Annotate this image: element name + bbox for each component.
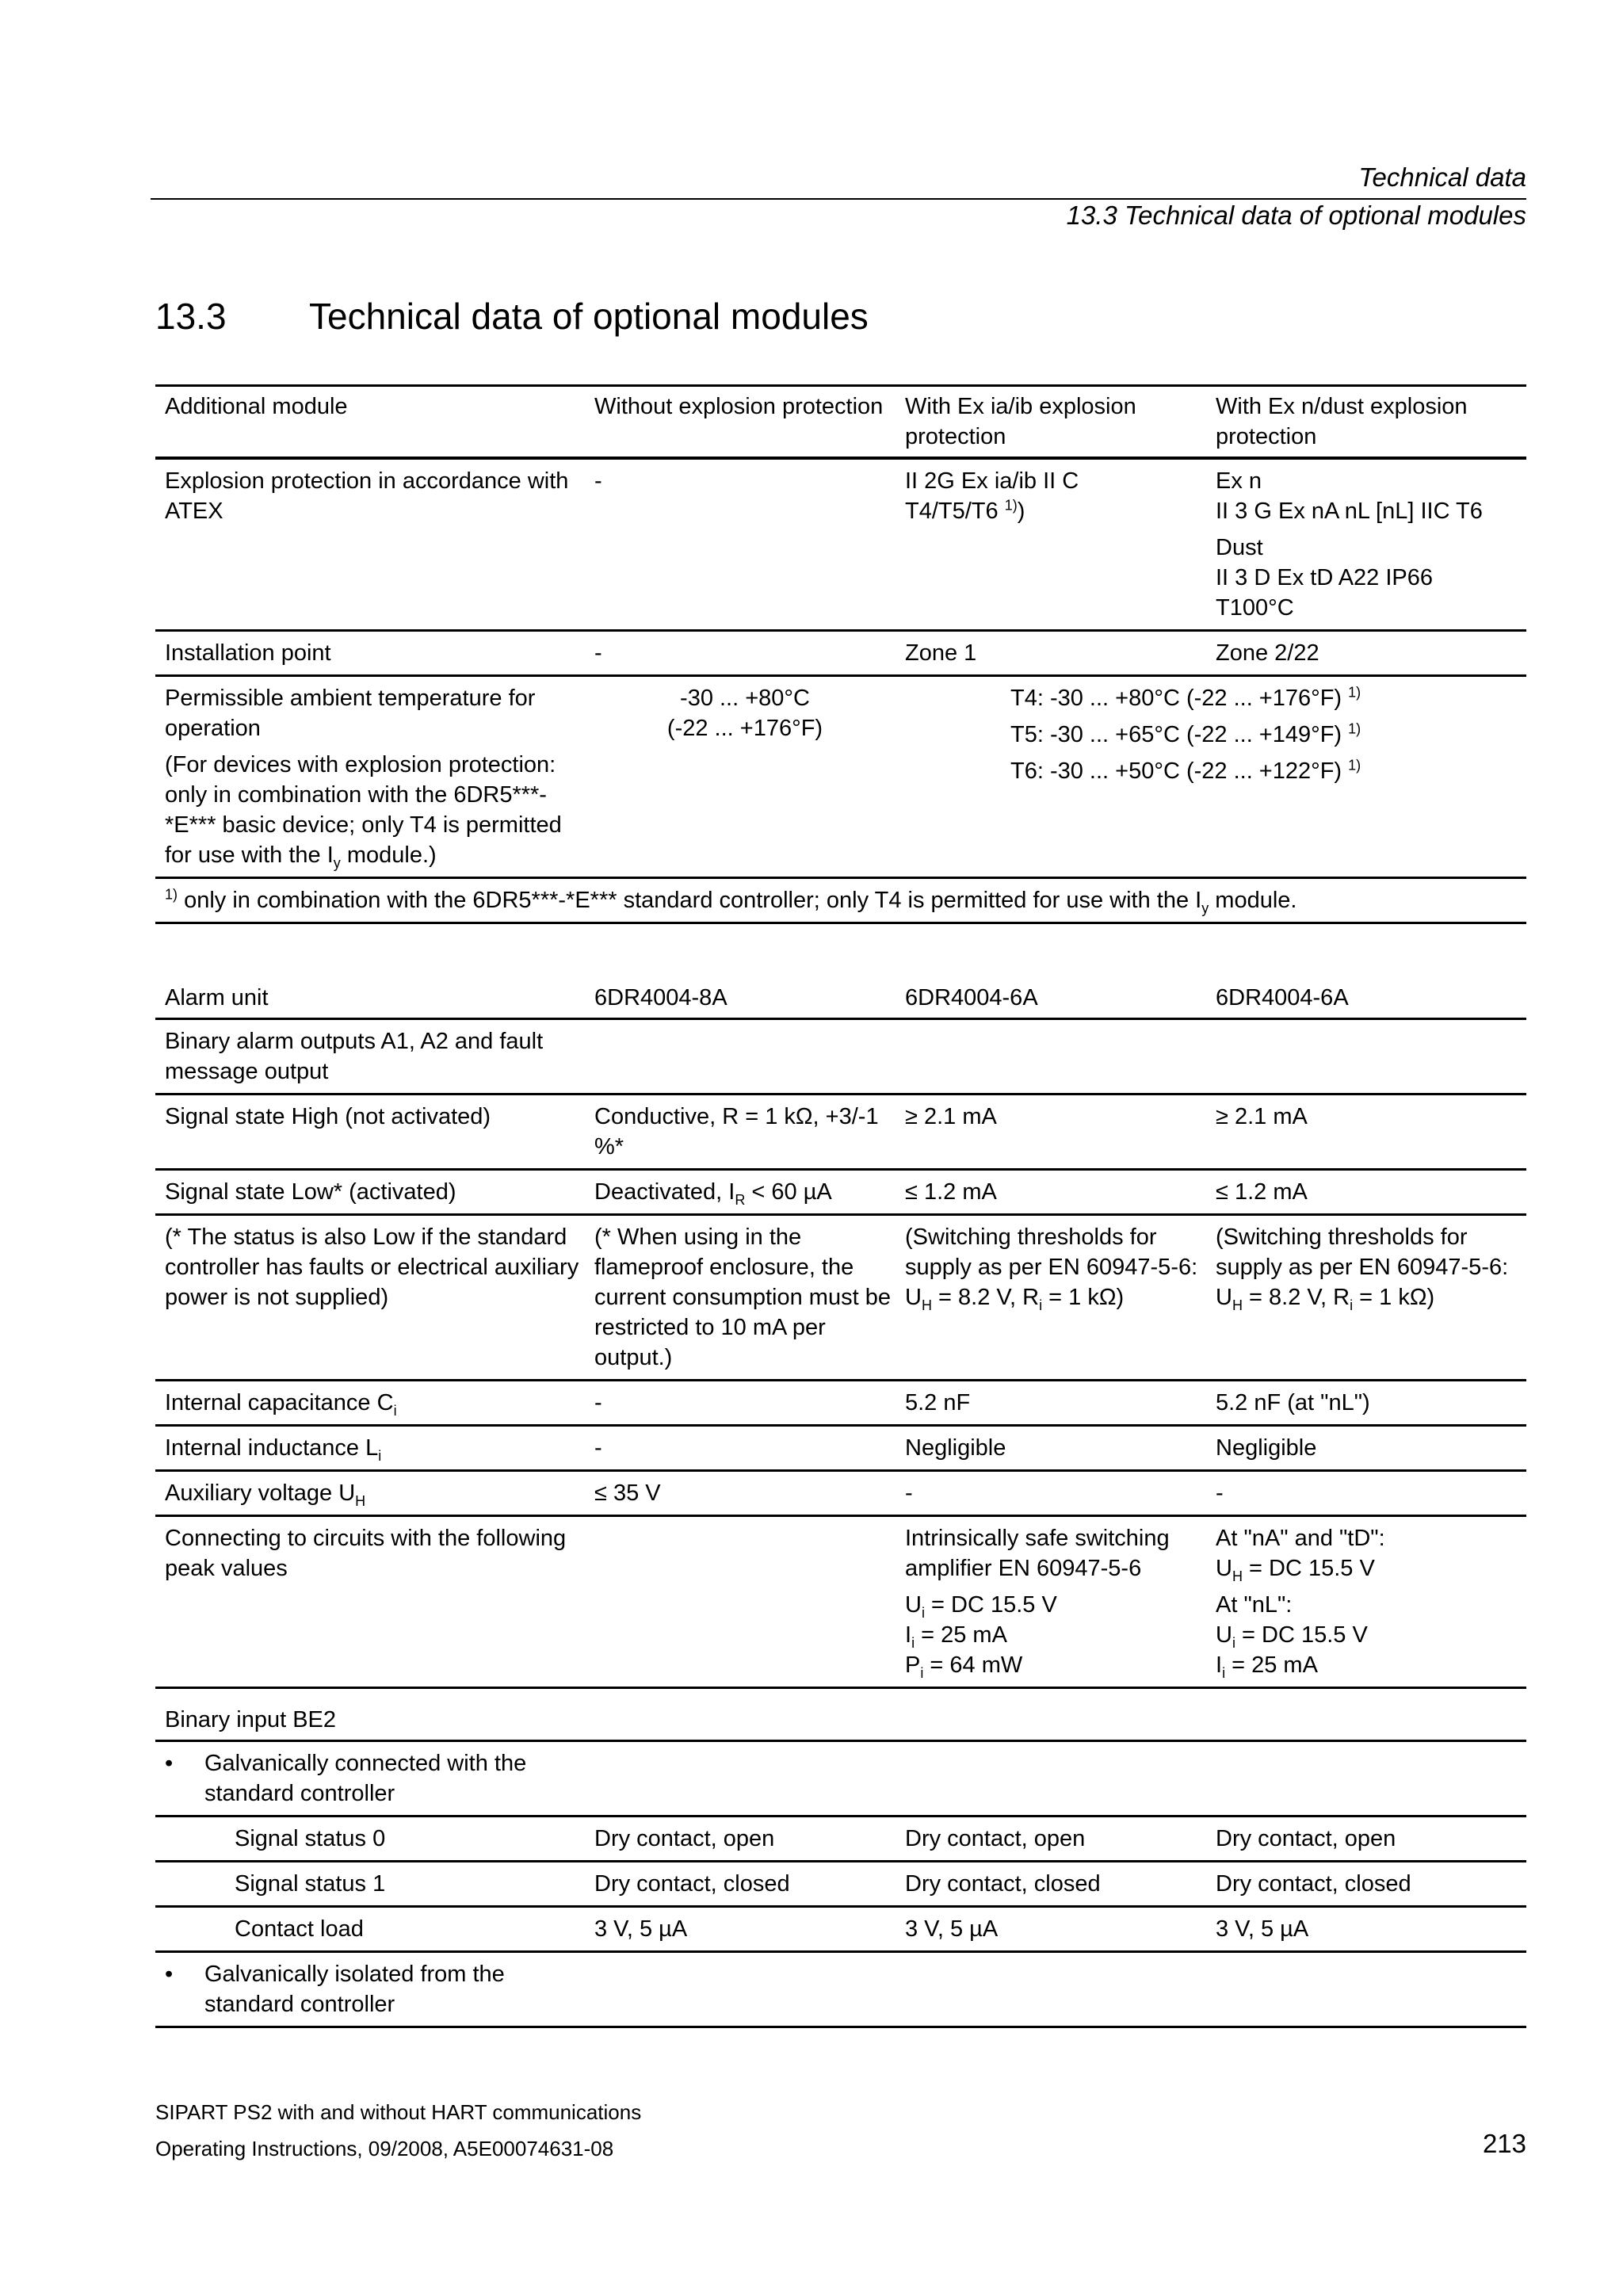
cell: 5.2 nF (at "nL") [1206,1381,1526,1426]
cell-text: U [1216,1622,1232,1648]
footnote-ref: 1) [1004,497,1018,514]
cell-line: Intrinsically safe switching amplifier EN 60947-5-6 [905,1526,1170,1581]
cell [585,1019,896,1095]
row-label [155,1381,585,1426]
bullet-icon: • [165,1751,174,1776]
bullet-text: Galvanically connected with the standard controller [204,1751,527,1806]
cell-text: (For devices with explosion protection: only in combination with the 6DR5***-*E*** basic device; only T4 is permitted for use with the I [165,752,562,868]
table-row [155,1426,1526,1471]
row-label: Binary alarm outputs A1, A2 and fault message output [155,1019,585,1095]
cell-line: Dust [1216,535,1263,560]
running-header-chapter: Technical data [1358,162,1526,192]
table-row [155,1170,1526,1215]
subscript: i [1222,1664,1226,1681]
cell: Dry contact, open [585,1817,896,1862]
footnote-ref: 1) [1348,684,1361,701]
subscript: i [921,1604,925,1621]
footer-product: SIPART PS2 with and without HART communications [155,2100,642,2124]
cell-text: Deactivated, I [594,1179,735,1205]
cell-text: = 1 kΩ) [1353,1285,1435,1310]
cell-line: II 3 G Ex nA nL [nL] IIC T6 [1216,499,1483,524]
cell-line [905,1590,1206,1620]
subscript: H [1232,1568,1243,1584]
cell-text: T4: -30 ... +80°C (-22 ... +176°F) [1010,686,1349,711]
cell [896,1952,1206,2027]
table-row [155,1907,1526,1952]
cell-line [905,1620,1206,1650]
cell-text: = 64 mW [923,1652,1023,1678]
subscript: i [393,1402,397,1419]
cell-line [1010,756,1526,786]
cell-text: U [905,1592,922,1618]
subscript: i [1232,1634,1235,1651]
cell-line [905,1282,1206,1312]
cell-text: U [1216,1556,1232,1581]
subscript: H [355,1492,366,1509]
footnote-ref: 1) [1348,720,1361,737]
cell-line [1216,1282,1526,1312]
cell-line: Permissible ambient temperature for operation [165,686,536,741]
cell: Dry contact, open [896,1817,1206,1862]
cell-text: = 1 kΩ) [1042,1285,1125,1310]
section-title: Technical data of optional modules [309,296,869,337]
cell-text: < 60 µA [745,1179,832,1205]
row-label: Signal state Low* (activated) [155,1170,585,1215]
cell-line: II 2G Ex ia/ib II C [905,468,1079,494]
row-label: Explosion protection in accordance with ATEX [155,458,585,631]
cell-text: module.) [340,842,437,868]
cell [585,1741,896,1817]
cell: Dry contact, closed [1206,1862,1526,1907]
cell-text: I [1216,1652,1223,1678]
table-title: Binary input BE2 [155,1700,1526,1741]
subscript: i [911,1634,915,1651]
cell-text: P [905,1652,921,1678]
cell: ≤ 35 V [585,1471,896,1516]
cell: 3 V, 5 µA [896,1907,1206,1952]
cell [896,1019,1206,1095]
cell [896,1516,1206,1688]
subscript: H [921,1297,932,1313]
bullet-icon: • [165,1962,174,1987]
cell: ≤ 1.2 mA [1206,1170,1526,1215]
row-label: Signal status 0 [155,1817,585,1862]
column-header: 6DR4004-6A [896,978,1206,1019]
table-header-row [155,386,1526,459]
footer-doc-info: Operating Instructions, 09/2008, A5E00074631-08 [155,2137,614,2160]
cell [585,1952,896,2027]
cell-text: = DC 15.5 V [924,1592,1057,1618]
table-row [155,1215,1526,1381]
cell-text: T6: -30 ... +50°C (-22 ... +122°F) [1010,758,1349,784]
cell: Zone 2/22 [1206,631,1526,676]
alarm-unit-table [155,978,1526,1689]
table-row [155,1817,1526,1862]
cell: 3 V, 5 µA [1206,1907,1526,1952]
section-number: 13.3 [155,296,227,337]
footnote [155,878,1526,923]
cell-line: At "nA" and "tD": [1216,1526,1385,1551]
table-row [155,676,1526,878]
bullet-item [165,1748,585,1809]
cell: Conductive, R = 1 kΩ, +3/-1 %* [585,1095,896,1170]
cell-text: T5: -30 ... +65°C (-22 ... +149°F) [1010,722,1349,747]
cell-text: Auxiliary voltage U [165,1480,356,1506]
cell-line: T100°C [1216,595,1294,621]
column-header: With Ex ia/ib explosion protection [896,386,1206,459]
subscript: H [1232,1297,1243,1313]
table-row [155,1516,1526,1688]
cell: - [1206,1471,1526,1516]
cell [585,1516,896,1688]
additional-module-table [155,384,1526,924]
cell [1206,1215,1526,1381]
cell-text: I [905,1622,912,1648]
cell [896,1741,1206,1817]
page-number: 213 [1482,2129,1526,2158]
cell-line [1216,1650,1526,1680]
row-label: (* The status is also Low if the standard controller has faults or electrical auxiliary power is not supplied) [155,1215,585,1381]
cell-line [165,750,585,870]
cell-text: = 8.2 V, R [1242,1285,1350,1310]
row-label: Connecting to circuits with the following peak values [155,1516,585,1688]
column-header: With Ex n/dust explosion protection [1206,386,1526,459]
cell-text: = DC 15.5 V [1235,1622,1368,1648]
cell [585,676,896,878]
cell-line: (-22 ... +176°F) [666,716,823,741]
cell: ≥ 2.1 mA [896,1095,1206,1170]
cell: Dry contact, open [1206,1817,1526,1862]
bullet-text: Galvanically isolated from the standard controller [204,1962,505,2017]
cell: - [585,1426,896,1471]
subscript: i [1039,1297,1043,1313]
row-label: Installation point [155,631,585,676]
column-header: 6DR4004-6A [1206,978,1526,1019]
cell [896,458,1206,631]
cell: - [585,458,896,631]
cell-line [1216,1620,1526,1650]
cell-line: Ex n [1216,468,1262,494]
cell [1206,458,1526,631]
bullet-item [165,1959,585,2019]
cell-text: = 8.2 V, R [931,1285,1040,1310]
cell-text: = 25 mA [1225,1652,1318,1678]
table-row [155,1862,1526,1907]
row-label [155,1471,585,1516]
row-label [155,1952,585,2027]
cell: ≤ 1.2 mA [896,1170,1206,1215]
subscript: i [378,1447,382,1464]
cell: Dry contact, closed [585,1862,896,1907]
cell-text: ) [1017,499,1025,524]
footnote-text: module. [1209,888,1297,913]
row-label [155,676,585,878]
subscript: i [920,1664,924,1681]
footnote-row [155,878,1526,923]
cell-line: (Switching thresholds for supply as per EN 60947-5-6: [1216,1224,1509,1280]
row-label: Signal state High (not activated) [155,1095,585,1170]
cell: Negligible [896,1426,1206,1471]
cell-line: -30 ... +80°C [680,686,810,711]
cell-line: II 3 D Ex tD A22 IP66 [1216,565,1434,590]
cell [896,676,1526,878]
column-header: Additional module [155,386,585,459]
cell: Zone 1 [896,631,1206,676]
cell: (* When using in the flameproof enclosure, the current consumption must be restricted to 10 mA per output.) [585,1215,896,1381]
cell-line: (Switching thresholds for supply as per EN 60947-5-6: [905,1224,1198,1280]
table-row [155,1019,1526,1095]
cell-line [1010,720,1526,750]
running-header-section: 13.3 Technical data of optional modules [1066,201,1526,230]
cell: - [585,1381,896,1426]
cell: - [896,1471,1206,1516]
cell-line [1216,1553,1526,1584]
cell-text: T4/T5/T6 [905,499,1005,524]
cell-line [1010,683,1526,713]
column-header: 6DR4004-8A [585,978,896,1019]
cell-text: Internal inductance L [165,1435,379,1461]
subscript: y [333,854,341,871]
footnote-text: only in combination with the 6DR5***-*E*** standard controller; only T4 is permitted for use with the I [178,888,1202,913]
table-row [155,1471,1526,1516]
subscript: y [1201,900,1209,916]
cell [1206,1952,1526,2027]
cell [896,1215,1206,1381]
cell [1206,1019,1526,1095]
cell: Dry contact, closed [896,1862,1206,1907]
cell [1206,1741,1526,1817]
table-header-row [155,1700,1526,1741]
binary-input-table [155,1700,1526,2028]
cell [1206,1516,1526,1688]
cell-text: = 25 mA [915,1622,1007,1648]
subscript: i [1350,1297,1354,1313]
table-row [155,458,1526,631]
cell: ≥ 2.1 mA [1206,1095,1526,1170]
row-label: Contact load [155,1907,585,1952]
table-row [155,1095,1526,1170]
cell-text: U [1216,1285,1232,1310]
table-row [155,1952,1526,2027]
footnote-marker: 1) [165,886,178,903]
cell: 3 V, 5 µA [585,1907,896,1952]
cell [585,1170,896,1215]
subscript: R [735,1191,746,1208]
cell-text: U [905,1285,922,1310]
cell-line [905,496,1206,526]
cell-text: Internal capacitance C [165,1390,394,1415]
cell-line [905,1650,1206,1680]
cell-text: = DC 15.5 V [1242,1556,1375,1581]
footnote-ref: 1) [1348,757,1361,774]
table-row [155,1741,1526,1817]
table-row [155,1381,1526,1426]
row-label: Signal status 1 [155,1862,585,1907]
cell: Negligible [1206,1426,1526,1471]
table-header-row [155,978,1526,1019]
row-label [155,1426,585,1471]
cell: 5.2 nF [896,1381,1206,1426]
column-header: Alarm unit [155,978,585,1019]
cell: - [585,631,896,676]
row-label [155,1741,585,1817]
cell-line: At "nL": [1216,1592,1293,1618]
table-row [155,631,1526,676]
column-header: Without explosion protection [585,386,896,459]
